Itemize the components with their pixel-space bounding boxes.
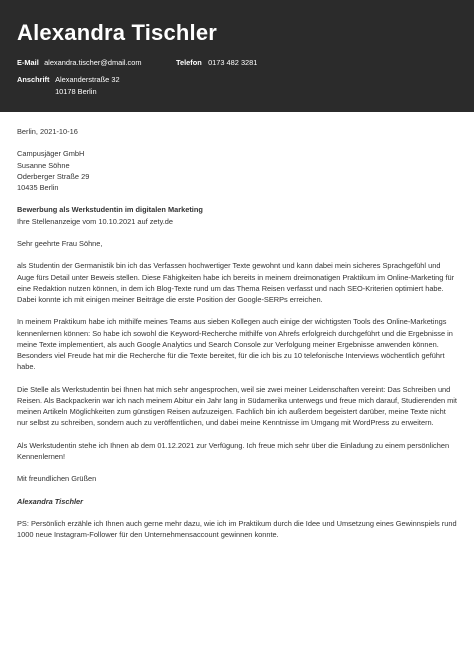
phone-contact xyxy=(176,57,257,69)
phone-label: Telefon xyxy=(176,58,202,67)
address-lines xyxy=(55,74,120,98)
phone-value: 0173 482 3281 xyxy=(208,58,258,67)
address-contact xyxy=(17,74,120,98)
letter-body xyxy=(0,112,474,540)
recipient-address xyxy=(17,148,457,193)
recipient-line: Campusjäger GmbH xyxy=(17,149,85,159)
body-paragraph: als Studentin der Germanistik bin ich das Verfassen hochwertiger Texte gewohnt und kann dabei mein sicheres Sprachgefühl und Auge fürs Detail unter Beweis stellen. Diese Fähigkeiten habe ich bereits in meinem dreimonatigen Praktikum im Online-Marketing für eine Redaktion nutzen können, in dem ich Blog-Texte rund um das Thema Reisen verfasst und nach SEO-Kriterien optimiert habe. Dabei konnte ich mit einigen meiner Beiträge die erste Position der Google-SERPs erreichen. xyxy=(17,261,455,304)
salutation: Sehr geehrte Frau Söhne, xyxy=(17,238,103,248)
body-paragraph: Als Werkstudentin stehe ich Ihnen ab dem 01.12.2021 zur Verfügung. Ich freue mich sehr über die Einladung zu einem persönlichen Kennenlernen! xyxy=(17,440,450,461)
email-label: E-Mail xyxy=(17,58,39,67)
recipient-line: 10435 Berlin xyxy=(17,183,59,192)
letter-reference: Ihre Stellenanzeige vom 10.10.2021 auf zety.de xyxy=(17,216,173,226)
email-contact xyxy=(17,57,142,69)
body-paragraph: Die Stelle als Werkstudentin bei Ihnen hat mich sehr angesprochen, weil sie zwei meiner Leidenschaften vereint: Das Schreiben und Reisen. Als Backpackerin war ich nach meinem Abitur ein Jahr lang in Südamerika unterwegs und freue mich darauf, Studierenden mit meinen Artikeln Möglichkeiten zum günstigen Reisen aufzuzeigen. Fachlich bin ich außerdem begeistert darüber, meine Texte nicht nur selbst zu schreiben, sondern auch zu veröffentlichen, und dabei meine Kenntnisse im Umgang mit WordPress zu erweitern. xyxy=(17,384,457,428)
letter-subject: Bewerbung als Werkstudentin im digitalen Marketing xyxy=(17,205,203,215)
address-label: Anschrift xyxy=(17,75,50,84)
recipient-line: Susanne Söhne xyxy=(17,160,70,170)
sender-name: Alexandra Tischler xyxy=(17,20,218,45)
subject-block xyxy=(17,204,457,226)
address-line-1: Alexanderstraße 32 xyxy=(55,75,120,84)
body-paragraph: In meinem Praktikum habe ich mithilfe meines Teams aus sieben Kollegen auch einige der wichtigsten Tools des Online-Marketings kennenlernen können: So habe ich sowohl die Keyword-Recherche mithilfe von Ahrefs erfolgreich durchgeführt und die Ergebnisse in meine Texte implementiert, als auch Google Analytics und Search Console zur Verfolgung meiner Ergebnisse anwenden können. Besonders viel Freude hat mir die Recherche für die Texte bereitet, für die ich bis zu 10 telefonische Interviews wöchentlich geführt habe. xyxy=(17,317,453,372)
signature: Alexandra Tischler xyxy=(17,496,83,506)
closing: Mit freundlichen Grüßen xyxy=(17,474,97,484)
letter-header xyxy=(0,0,474,112)
address-line-2: 10178 Berlin xyxy=(55,87,97,96)
letter-date: Berlin, 2021-10-16 xyxy=(17,127,78,136)
recipient-line: Oderberger Straße 29 xyxy=(17,171,90,181)
postscript: PS: Persönlich erzähle ich Ihnen auch gerne mehr dazu, wie ich im Praktikum durch die Idee und Umsetzung eines Gewinnspiels rund 1000 neue Instagram-Follower für den Unternehmensaccount gewinnen konnte. xyxy=(17,518,457,540)
email-value: alexandra.tischer@dmail.com xyxy=(44,58,142,67)
